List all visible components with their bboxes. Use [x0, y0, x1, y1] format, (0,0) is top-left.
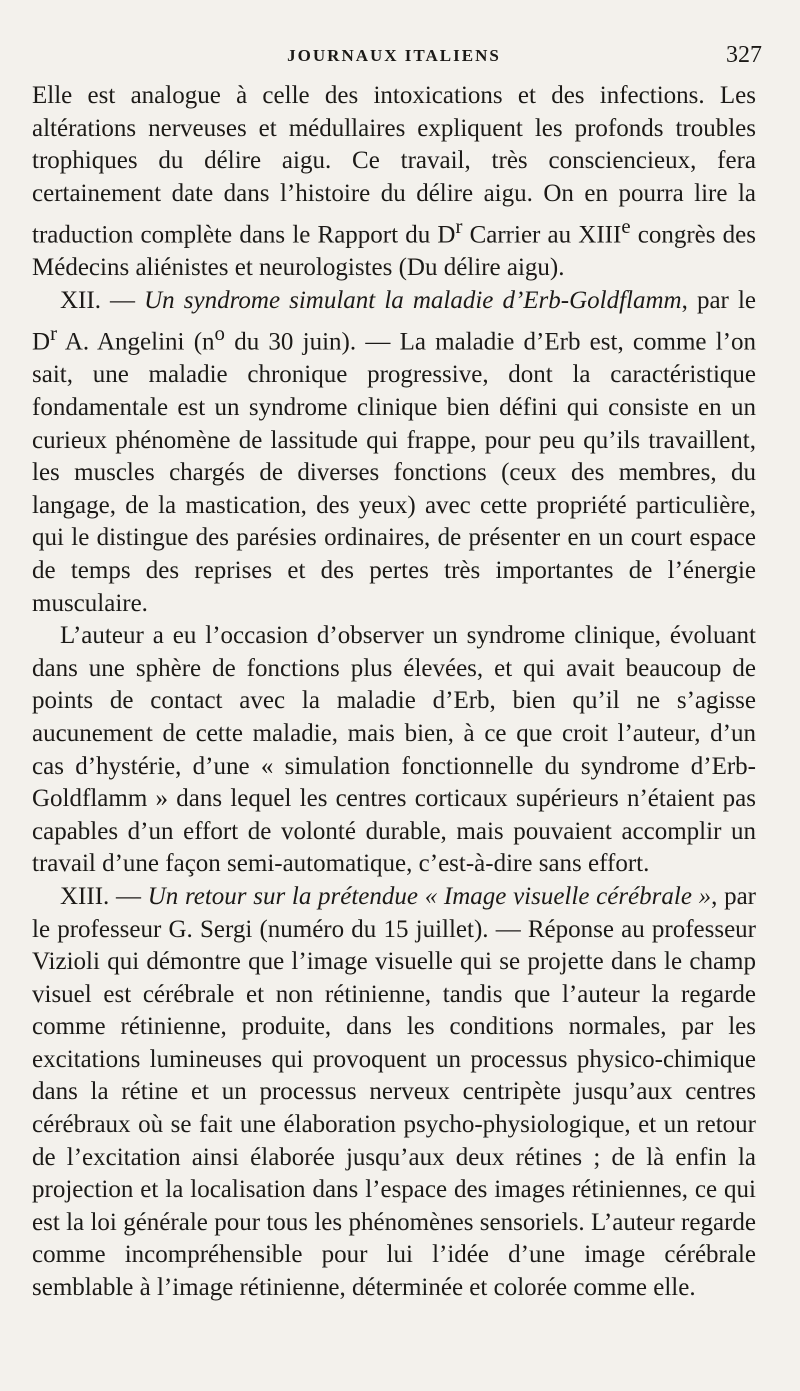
- paragraph-text: , par le D: [32, 286, 756, 356]
- paragraph-text: L’auteur a eu l’occasion d’observer un syndrome clinique, évoluant dans une sphère de fonctions plus élevées, et qui avait beaucoup de points de contact avec la maladie d’Erb, bien qu’il ne s’agisse aucunement de cette maladie, mais bien, à ce que croit l’auteur, d’un cas d’hystérie, d’une « simulation fonctionnelle du syndrome d’Erb-Goldflamm » dans lequel les centres corticaux supérieurs n’étaient pas capables d’un effort de volonté durable, mais pouvaient accomplir un travail d’une façon semi-automatique, c’est-à-dire sans effort.: [32, 622, 756, 878]
- article-title: Un syndrome simulant la maladie d’Erb-Goldflamm: [144, 286, 682, 314]
- paragraph-author-observation: [32, 620, 756, 881]
- paragraph-section-xii: [32, 285, 756, 620]
- section-number: XIII. —: [60, 882, 148, 910]
- superscript: o: [214, 321, 225, 346]
- superscript: r: [50, 321, 57, 346]
- running-title: JOURNAUX ITALIENS: [287, 46, 501, 65]
- paragraph-delire-aigu-conclusion: [32, 80, 756, 285]
- running-head: [32, 40, 762, 80]
- paragraph-text: Elle est analogue à celle des intoxications et des infections. Les altérations nerveuses et médullaires expliquent les profonds troubles trophiques du délire aigu. Ce travail, très consciencieux, fera certainement date dans l’histoire du délire aigu. On en pourra lire la traduction complète dans le Rapport du D: [32, 82, 756, 249]
- page-number: 327: [726, 42, 762, 68]
- paragraph-section-xiii: [32, 881, 756, 1305]
- article-title: Un retour sur la prétendue « Image visuelle cérébrale »: [147, 882, 712, 910]
- body-text: [32, 80, 756, 1305]
- paragraph-text: A. Angelini (n: [57, 328, 215, 356]
- paragraph-text: du 30 juin). — La maladie d’Erb est, comme l’on sait, une maladie chronique progressive, dont la caractéristique fondamentale est un syndrome clinique bien défini qui consiste en un curieux phénomène de lassitude qui frappe, pour peu qu’ils travaillent, les muscles chargés de diverses fonctions (ceux des membres, du langage, de la mastication, des yeux) avec cette propriété particulière, qui le distingue des parésies ordinaires, de présenter en un court espace de temps des reprises et des pertes très importantes de l’énergie musculaire.: [32, 328, 756, 617]
- paragraph-text: congrès des Médecins aliénistes et neurologistes (Du délire aigu).: [32, 221, 756, 282]
- superscript: r: [455, 214, 463, 239]
- superscript: e: [621, 214, 631, 239]
- paragraph-text: , par le professeur G. Sergi (numéro du 15 juillet). — Réponse au professeur Vizioli qui démontre que l’image visuelle qui se projette dans le champ visuel est cérébrale et non rétinienne, tandis que l’auteur la regarde comme rétinienne, produite, dans les conditions normales, par les excitations lumineuses qui provoquent un processus physico-chimique dans la rétine et un processus nerveux centripète jusqu’aux centres cérébraux où se fait une élaboration psycho-physiologique, et un retour de l’excitation ainsi élaborée jusqu’aux deux rétines ; de là enfin la projection et la localisation dans l’espace des images rétiniennes, ce qui est la loi générale pour tous les phénomènes sensoriels. L’auteur regarde comme incompréhensible pour lui l’idée d’une image cérébrale semblable à l’image rétinienne, déterminée et colorée comme elle.: [32, 882, 756, 1302]
- paragraph-text: Carrier au XIII: [462, 221, 622, 249]
- section-number: XII. —: [60, 286, 145, 314]
